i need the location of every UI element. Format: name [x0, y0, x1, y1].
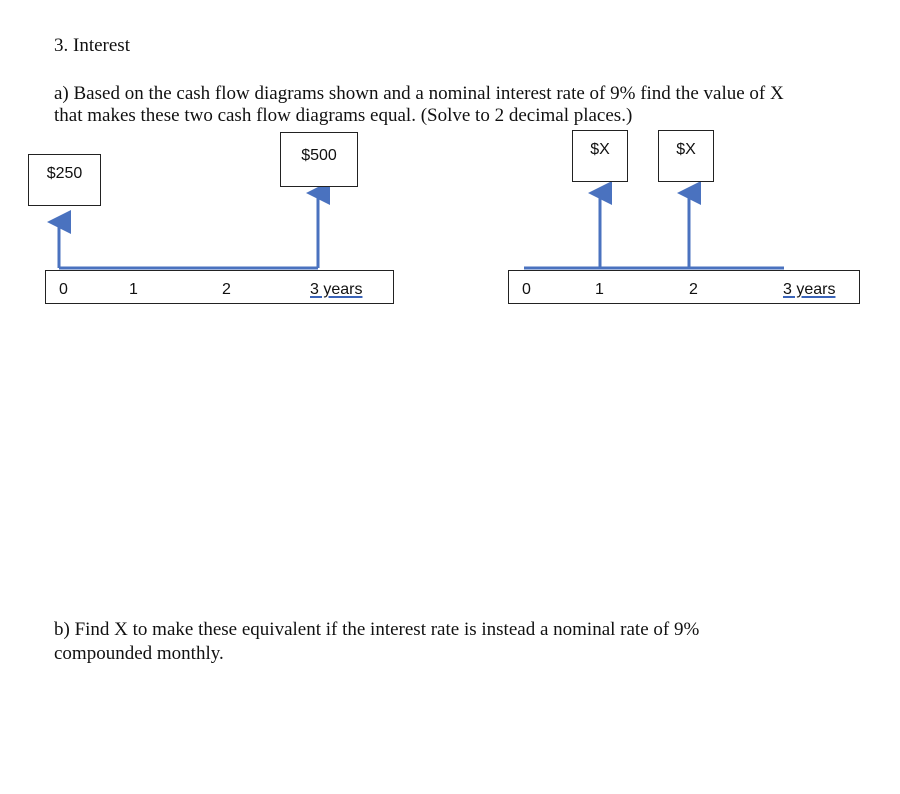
part-b-text-line-2: compounded monthly.: [54, 643, 224, 664]
tick-label-years: 3 years: [783, 281, 836, 298]
tick-label: 1: [129, 281, 138, 298]
tick-label: 0: [59, 281, 68, 298]
part-a-text-line-2: that makes these two cash flow diagrams equal. (Solve to 2 decimal places.): [54, 105, 633, 126]
tick-label-years: 3 years: [310, 281, 363, 298]
cash-flow-box-250: $250: [28, 154, 101, 206]
cash-flow-box-500: $500: [280, 132, 358, 187]
part-b-text-line-1: b) Find X to make these equivalent if the interest rate is instead a nominal rate of 9%: [54, 619, 700, 640]
tick-label: 2: [222, 281, 231, 298]
question-heading: 3. Interest: [54, 35, 130, 56]
tick-label: 0: [522, 281, 531, 298]
right-timeline: [508, 270, 860, 304]
cash-flow-box-x-1: $X: [572, 130, 628, 182]
left-timeline: [45, 270, 394, 304]
tick-label: 1: [595, 281, 604, 298]
tick-label: 2: [689, 281, 698, 298]
part-a-text-line-1: a) Based on the cash flow diagrams shown and a nominal interest rate of 9% find the value of X: [54, 83, 784, 104]
cash-flow-box-x-2: $X: [658, 130, 714, 182]
